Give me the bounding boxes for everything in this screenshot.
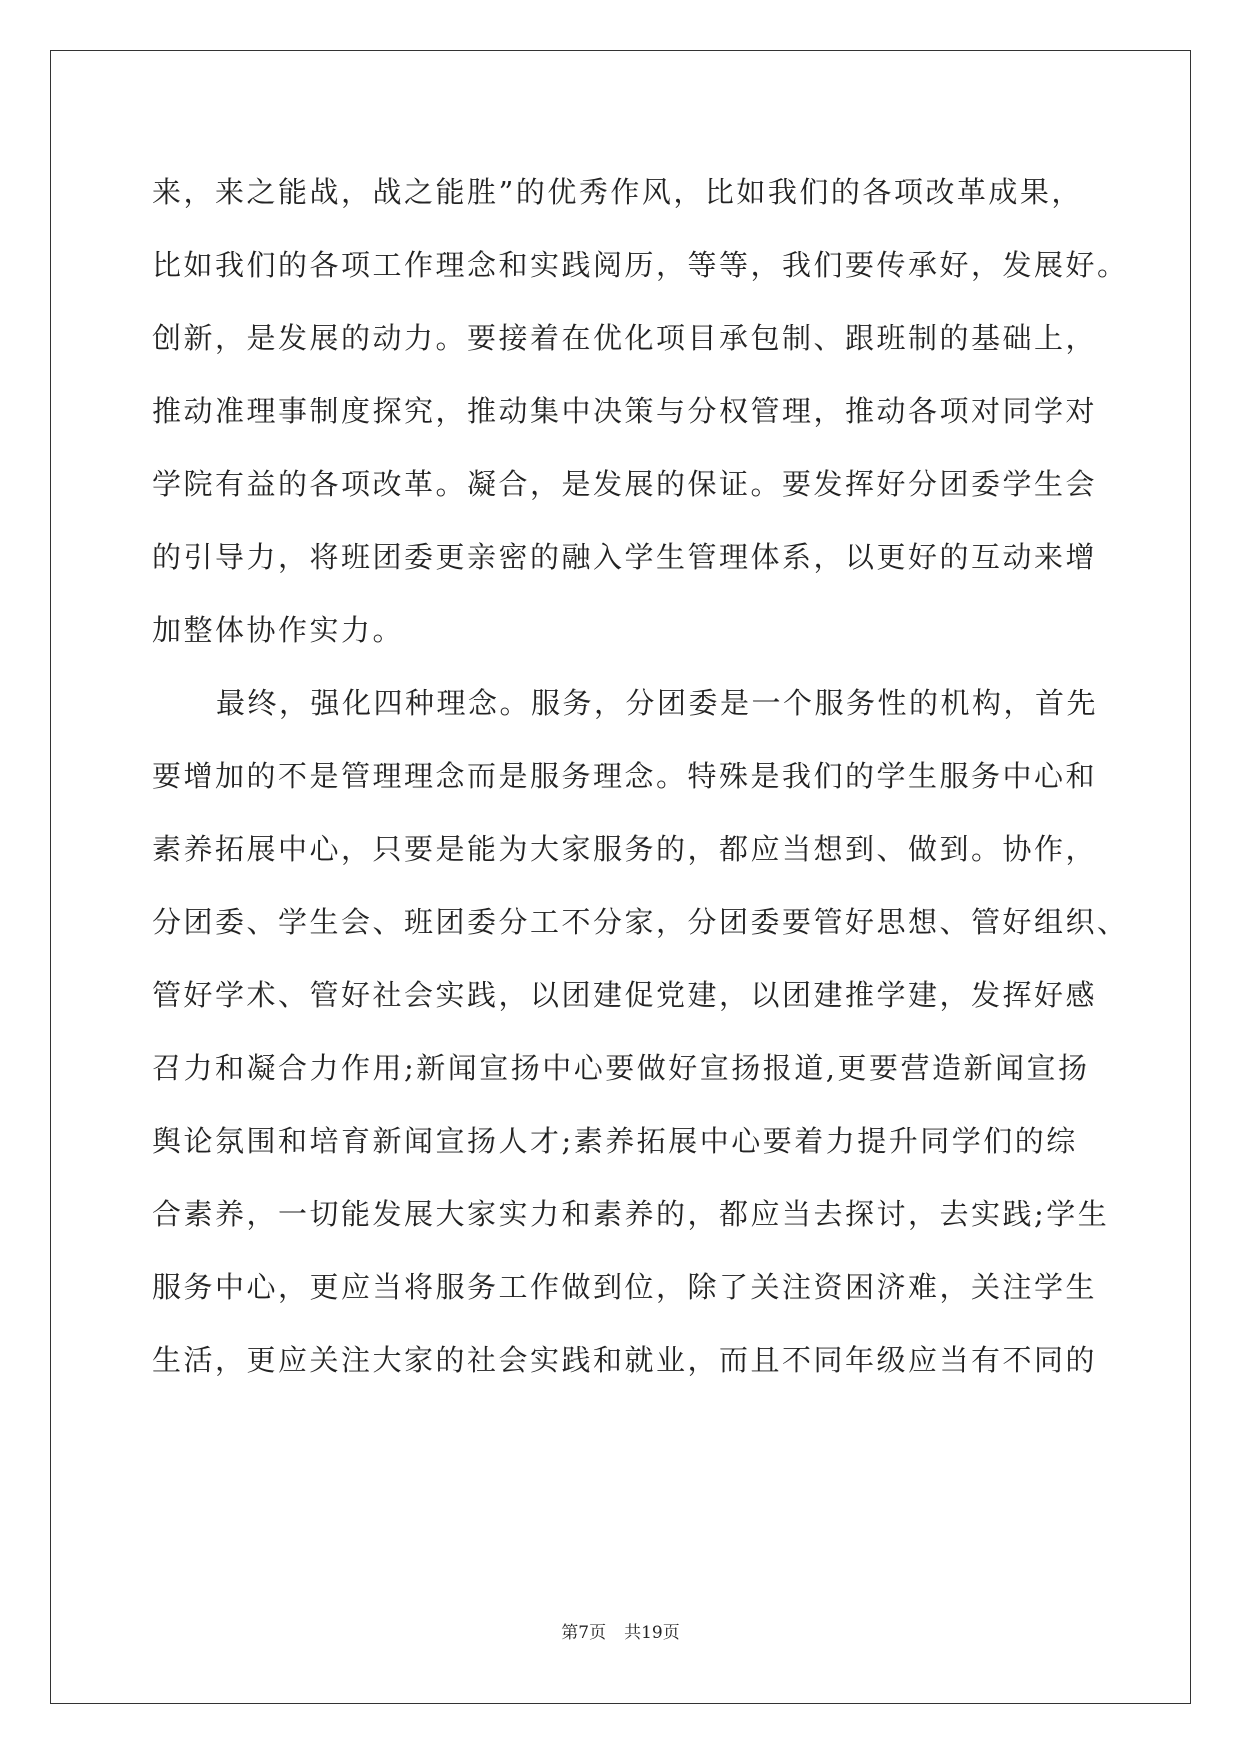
text-line: 创新，是发展的动力。要接着在优化项目承包制、跟班制的基础上， — [152, 321, 1098, 355]
page-number: 第7页 — [561, 1623, 607, 1643]
text-line: 生活，更应关注大家的社会实践和就业，而且不同年级应当有不同的 — [152, 1343, 1098, 1377]
text-line: 合素养，一切能发展大家实力和素养的，都应当去探讨，去实践;学生 — [152, 1197, 1110, 1231]
text-line: 推动准理事制度探究，推动集中决策与分权管理，推动各项对同学对 — [152, 394, 1098, 428]
total-pages: 共19页 — [624, 1623, 680, 1643]
page-footer — [0, 1618, 1241, 1643]
text-line: 服务中心，更应当将服务工作做到位，除了关注资困济难，关注学生 — [152, 1270, 1098, 1304]
text-line: 加整体协作实力。 — [152, 613, 405, 647]
text-line: 学院有益的各项改革。凝合，是发展的保证。要发挥好分团委学生会 — [152, 467, 1098, 501]
text-line: 素养拓展中心，只要是能为大家服务的，都应当想到、做到。协作， — [152, 832, 1098, 866]
text-line: 召力和凝合力作用;新闻宣扬中心要做好宣扬报道,更要营造新闻宣扬 — [152, 1051, 1090, 1085]
text-line: 来，来之能战，战之能胜”的优秀作风，比如我们的各项改革成果， — [152, 175, 1083, 209]
text-line: 比如我们的各项工作理念和实践阅历，等等，我们要传承好，发展好。 — [152, 248, 1129, 282]
text-line: 分团委、学生会、班团委分工不分家，分团委要管好思想、管好组织、 — [152, 905, 1129, 939]
text-line: 管好学术、管好社会实践，以团建促党建，以团建推学建，发挥好感 — [152, 978, 1098, 1012]
paragraph-first-line: 最终，强化四种理念。服务，分团委是一个服务性的机构，首先 — [216, 686, 1099, 720]
text-line: 要增加的不是管理理念而是服务理念。特殊是我们的学生服务中心和 — [152, 759, 1098, 793]
text-line: 舆论氛围和培育新闻宣扬人才;素养拓展中心要着力提升同学们的综 — [152, 1124, 1078, 1158]
page-border — [50, 50, 1191, 1704]
text-line: 的引导力，将班团委更亲密的融入学生管理体系，以更好的互动来增 — [152, 540, 1098, 574]
